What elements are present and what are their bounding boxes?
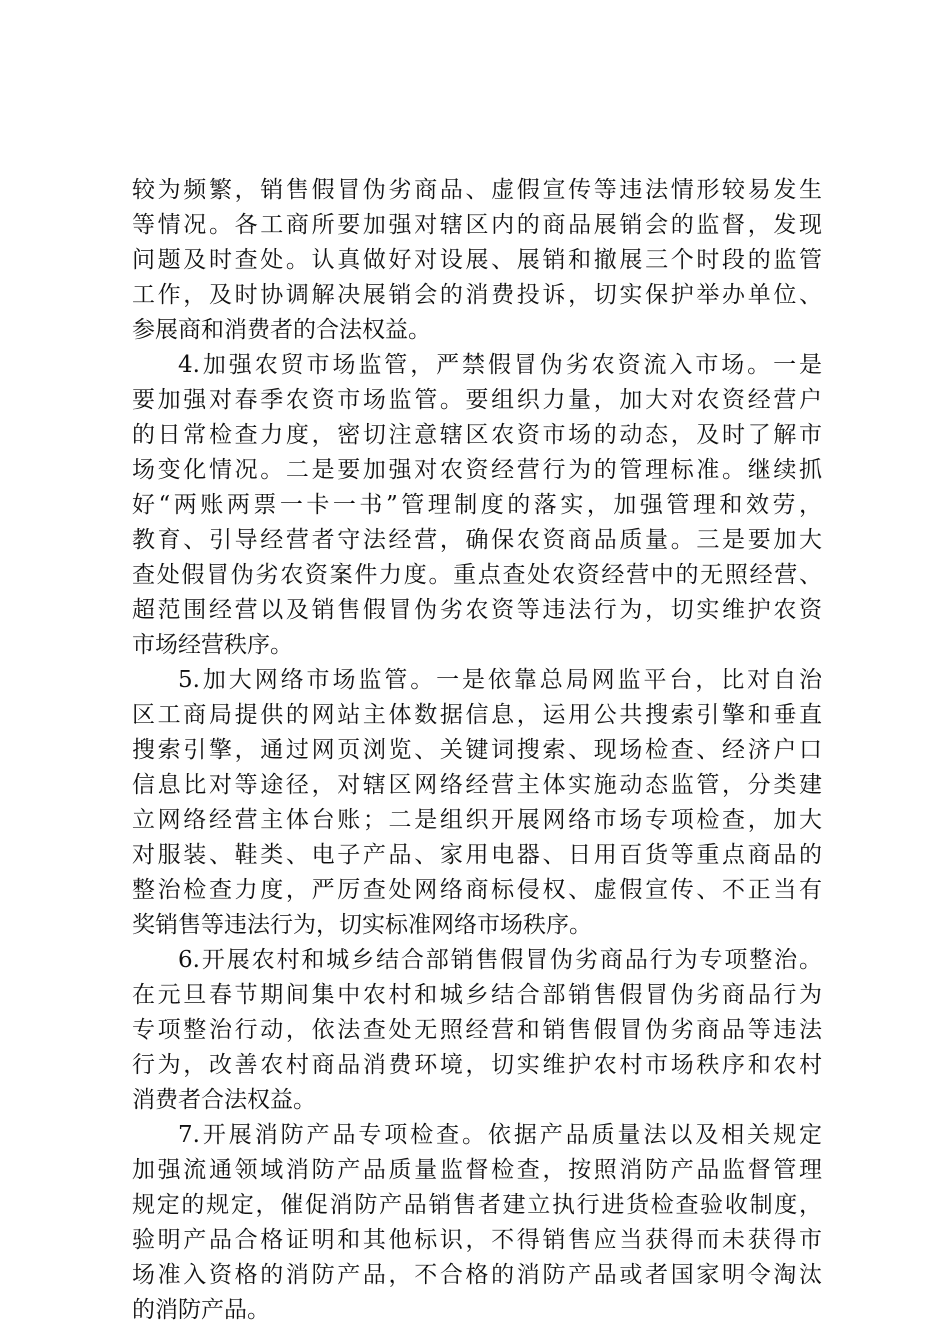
text-line: 工作，及时协调解决展销会的消费投诉，切实保护举办单位、 — [132, 282, 822, 308]
text-line: 加强流通领域消防产品质量监督检查，按照消防产品监督管理 — [132, 1157, 822, 1183]
text-line: 教育、引导经营者守法经营，确保农资商品质量。三是要加大 — [132, 527, 822, 553]
text-line: 区工商局提供的网站主体数据信息，运用公共搜索引擎和垂直 — [132, 702, 822, 728]
text-line: 场变化情况。二是要加强对农资经营行为的管理标准。继续抓 — [132, 457, 822, 483]
text-line: 整治检查力度，严厉查处网络商标侵权、虚假宣传、不正当有 — [132, 877, 822, 903]
document-body — [132, 173, 822, 1328]
text-line: 规定的规定，催促消防产品销售者建立执行进货检查验收制度， — [132, 1192, 822, 1218]
text-line: 5.加大网络市场监管。一是依靠总局网监平台，比对自治 — [178, 667, 822, 693]
text-line: 市场经营秩序。 — [132, 632, 293, 658]
text-line: 对服装、鞋类、电子产品、家用电器、日用百货等重点商品的 — [132, 842, 822, 868]
paragraph-item-6 — [132, 943, 822, 1118]
text-line: 在元旦春节期间集中农村和城乡结合部销售假冒伪劣商品行为 — [132, 982, 822, 1008]
text-line: 要加强对春季农资市场监管。要组织力量，加大对农资经营户 — [132, 387, 822, 413]
text-line: 好“两账两票一卡一书”管理制度的落实，加强管理和效劳， — [132, 492, 822, 518]
paragraph-item-4 — [132, 348, 822, 663]
paragraph-item-5 — [132, 663, 822, 943]
text-line: 奖销售等违法行为，切实标准网络市场秩序。 — [132, 912, 592, 938]
text-line: 查处假冒伪劣农资案件力度。重点查处农资经营中的无照经营、 — [132, 562, 822, 588]
text-line: 场准入资格的消防产品，不合格的消防产品或者国家明令淘汰 — [132, 1262, 822, 1288]
text-line: 消费者合法权益。 — [132, 1087, 316, 1113]
text-line: 行为，改善农村商品消费环境，切实维护农村市场秩序和农村 — [132, 1052, 822, 1078]
text-line: 的日常检查力度，密切注意辖区农资市场的动态，及时了解市 — [132, 422, 822, 448]
text-line: 的消防产品。 — [132, 1297, 270, 1323]
text-line: 超范围经营以及销售假冒伪劣农资等违法行为，切实维护农资 — [132, 597, 822, 623]
text-line: 立网络经营主体台账；二是组织开展网络市场专项检查，加大 — [132, 807, 822, 833]
text-line: 较为频繁，销售假冒伪劣商品、虚假宣传等违法情形较易发生 — [132, 177, 822, 203]
text-line: 6.开展农村和城乡结合部销售假冒伪劣商品行为专项整治。 — [178, 947, 822, 973]
text-line: 4.加强农贸市场监管，严禁假冒伪劣农资流入市场。一是 — [178, 352, 822, 378]
text-line: 搜索引擎，通过网页浏览、关键词搜索、现场检查、经济户口 — [132, 737, 822, 763]
text-line: 问题及时查处。认真做好对设展、展销和撤展三个时段的监管 — [132, 247, 822, 273]
text-line: 专项整治行动，依法查处无照经营和销售假冒伪劣商品等违法 — [132, 1017, 822, 1043]
paragraph-item-7 — [132, 1118, 822, 1328]
paragraph-exhibition-continued — [132, 173, 822, 348]
text-line: 验明产品合格证明和其他标识，不得销售应当获得而未获得市 — [132, 1227, 822, 1253]
text-line: 7.开展消防产品专项检查。依据产品质量法以及相关规定 — [178, 1122, 822, 1148]
text-line: 参展商和消费者的合法权益。 — [132, 317, 431, 343]
text-line: 等情况。各工商所要加强对辖区内的商品展销会的监督，发现 — [132, 212, 822, 238]
text-line: 信息比对等途径，对辖区网络经营主体实施动态监管，分类建 — [132, 772, 822, 798]
